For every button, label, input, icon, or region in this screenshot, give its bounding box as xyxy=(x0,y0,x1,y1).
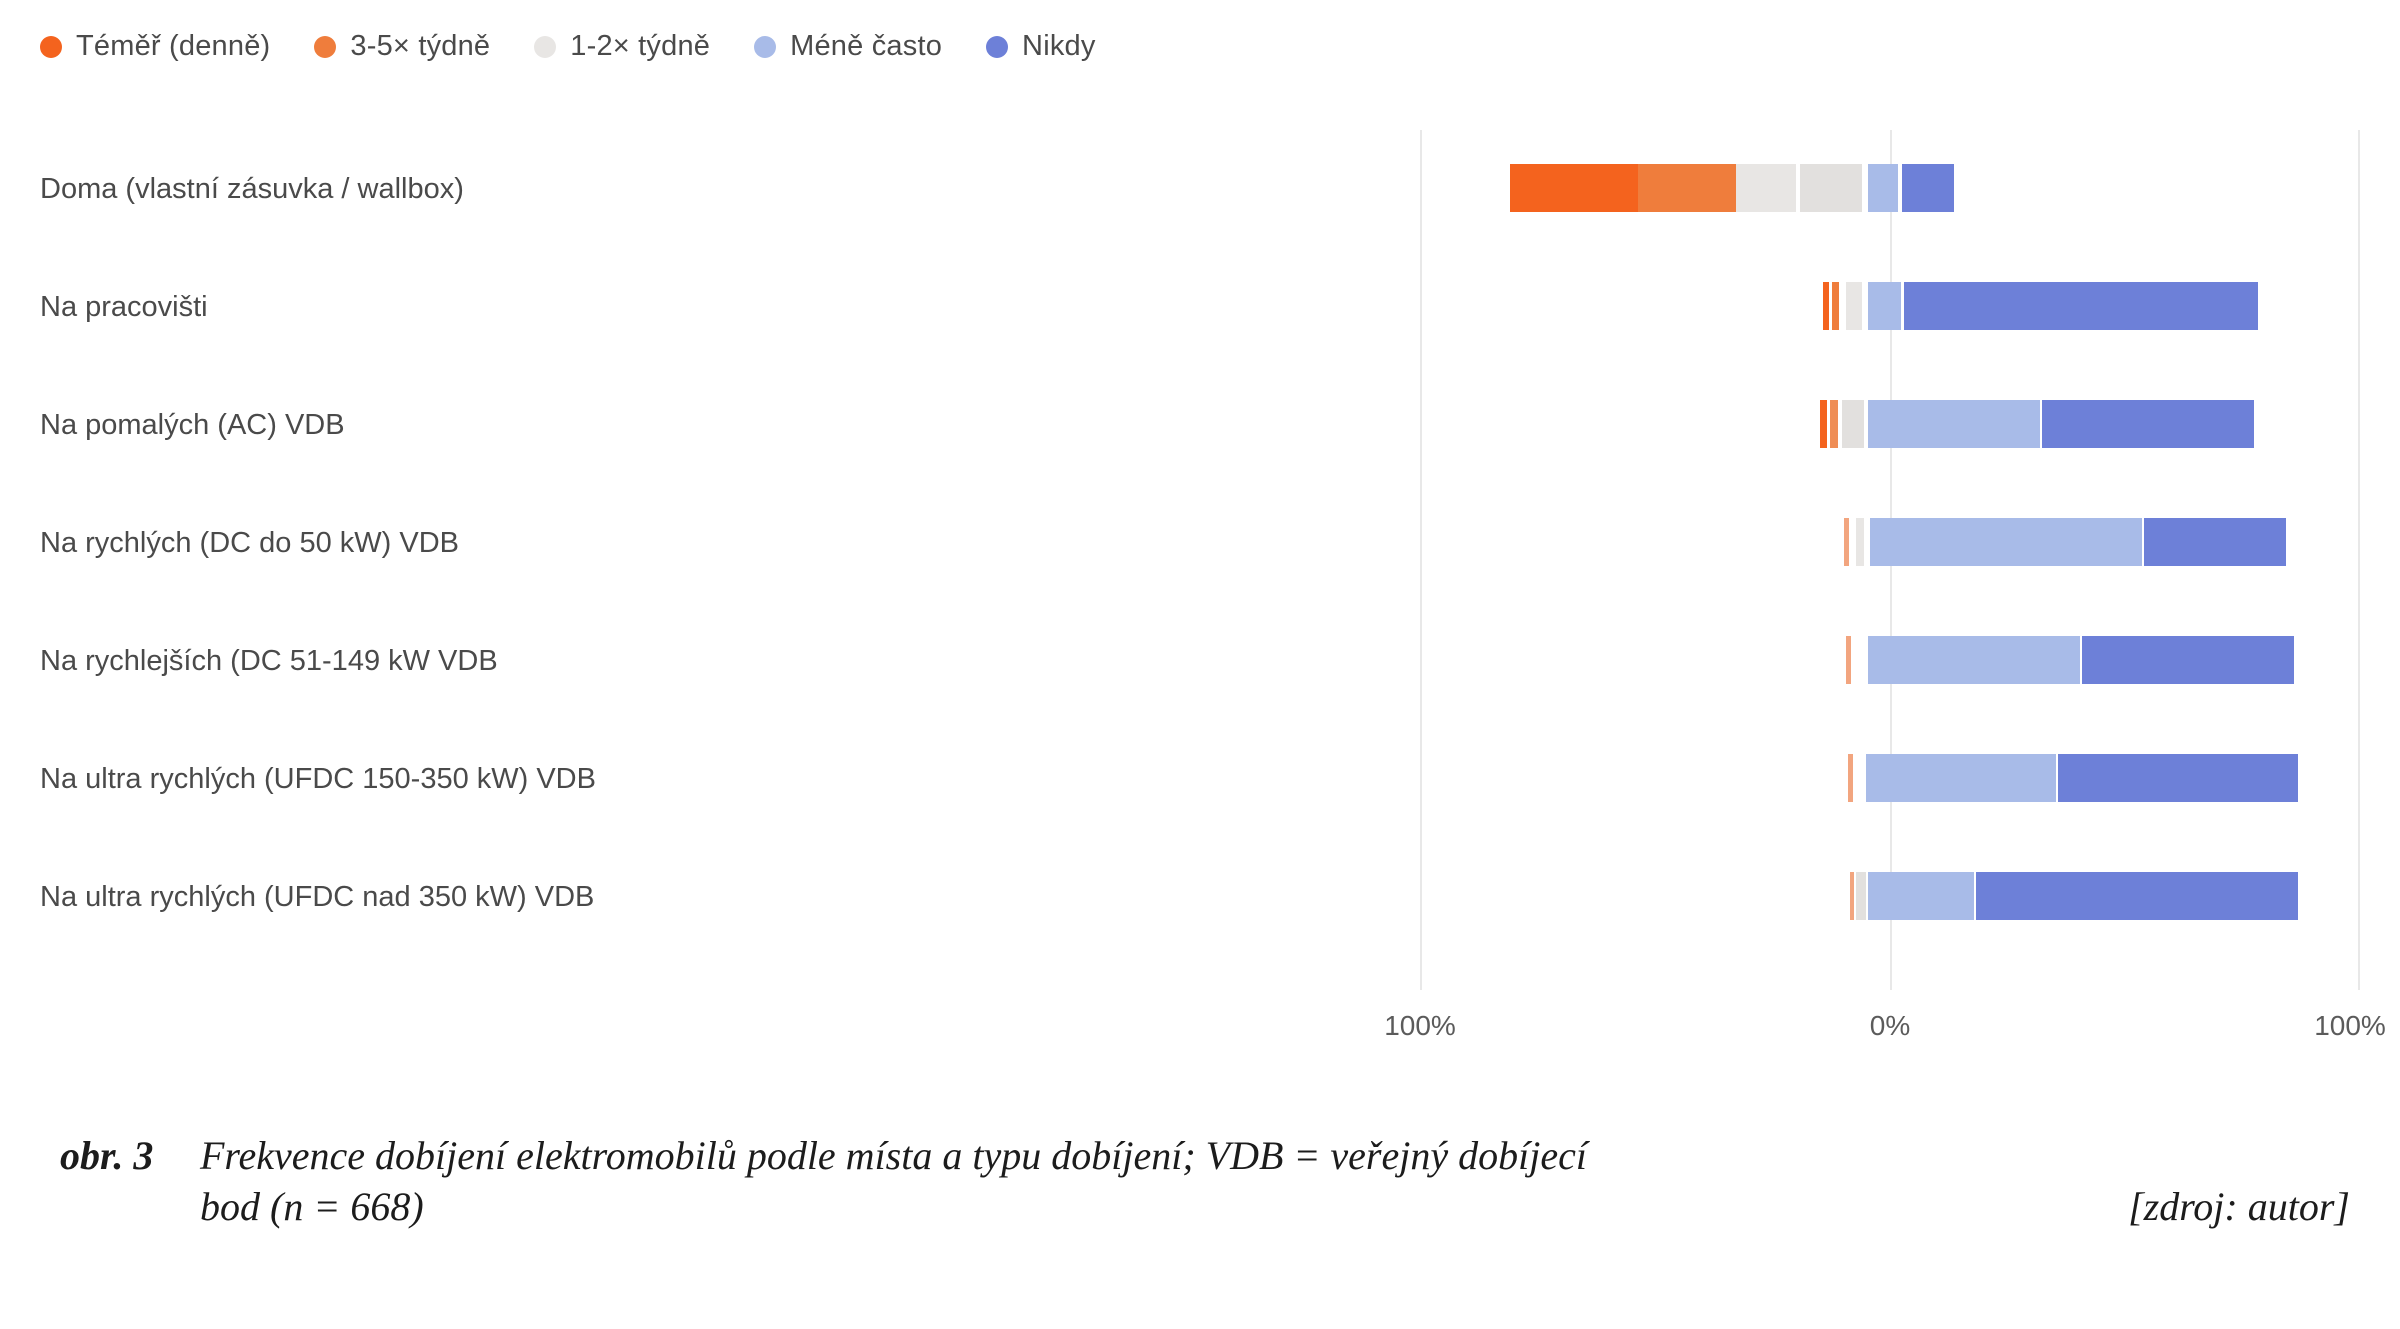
legend-item-temer-denne xyxy=(40,30,270,63)
category-label-na-rychlych-dc-50kw-vdb: Na rychlých (DC do 50 kW) VDB xyxy=(40,527,459,559)
category-label-na-pracovisti: Na pracovišti xyxy=(40,291,208,323)
caption-source: [zdroj: autor] xyxy=(2128,1184,2350,1230)
bar-segment-mene-casto xyxy=(1868,636,2080,684)
caption-line-2 xyxy=(60,1181,2350,1232)
legend-item-mene-casto xyxy=(754,30,942,63)
chart-row xyxy=(40,720,2360,838)
stacked-bar xyxy=(1420,754,2360,802)
figure-number: obr. 3 xyxy=(60,1133,154,1178)
legend-swatch-3-5x-tydne xyxy=(314,36,336,58)
stacked-bar xyxy=(1420,400,2360,448)
bar-segment-nikdy xyxy=(1976,872,2298,920)
legend-item-1-2x-tydne xyxy=(534,30,710,63)
legend-label-1-2x-tydne: 1-2× týdně xyxy=(570,30,711,62)
legend-swatch-mene-casto xyxy=(754,36,776,58)
category-label-na-ultra-rychlych-ufdc-nad-350kw-vdb: Na ultra rychlých (UFDC nad 350 kW) VDB xyxy=(40,881,595,913)
stacked-bar xyxy=(1420,636,2360,684)
bar-segment-mene-casto xyxy=(1868,400,2040,448)
row-plot xyxy=(1420,484,2360,602)
bar-segment-mene-casto xyxy=(1866,754,2056,802)
bar-segment-nikdy xyxy=(1902,164,1954,212)
legend-item-nikdy xyxy=(986,30,1096,63)
row-plot xyxy=(1420,130,2360,248)
axis-tick-right-100: 100% xyxy=(2314,1010,2386,1041)
legend-label-mene-casto: Méně často xyxy=(790,30,943,62)
chart-legend xyxy=(40,30,1140,63)
bar-segment-1-2x-tydne xyxy=(1856,872,1866,920)
bar-segment-mene-casto xyxy=(1868,282,1901,330)
bar-segment-1-2x-tydne xyxy=(1842,400,1864,448)
bar-segment-1-2x-tydne-left xyxy=(1736,164,1796,212)
bar-segment-temer-denne xyxy=(1844,518,1849,566)
row-plot xyxy=(1420,248,2360,366)
stacked-bar xyxy=(1420,282,2360,330)
chart-rows xyxy=(40,130,2360,956)
category-label-na-rychlejsich-dc-51-149kw-vdb: Na rychlejších (DC 51-149 kW VDB xyxy=(40,645,498,677)
chart-row xyxy=(40,602,2360,720)
bar-segment-nikdy xyxy=(2042,400,2254,448)
legend-swatch-1-2x-tydne xyxy=(534,36,556,58)
chart-row xyxy=(40,130,2360,248)
legend-swatch-nikdy xyxy=(986,36,1008,58)
bar-segment-nikdy xyxy=(2058,754,2298,802)
category-label-doma: Doma (vlastní zásuvka / wallbox) xyxy=(40,173,464,205)
row-plot xyxy=(1420,366,2360,484)
legend-swatch-temer-denne xyxy=(40,36,62,58)
bar-segment-3-5x-tydne xyxy=(1638,164,1736,212)
chart-plot-area xyxy=(40,130,2386,1041)
stacked-bar xyxy=(1420,872,2360,920)
stacked-bar xyxy=(1420,518,2360,566)
row-plot xyxy=(1420,838,2360,956)
axis-tick-zero: 0% xyxy=(1869,1010,1911,1041)
legend-label-3-5x-tydne: 3-5× týdně xyxy=(350,30,491,62)
legend-item-3-5x-tydne xyxy=(314,30,490,63)
category-label-na-pomalych-ac-vdb: Na pomalých (AC) VDB xyxy=(40,409,345,441)
caption-text-line1: Frekvence dobíjení elektromobilů podle místa a typu dobíjení; VDB = veřejný dobíjecí xyxy=(200,1133,1587,1178)
caption-line2-wrap xyxy=(200,1181,2350,1232)
row-plot xyxy=(1420,720,2360,838)
bar-segment-nikdy xyxy=(2082,636,2294,684)
bar-segment-temer-denne xyxy=(1850,872,1854,920)
category-label-na-ultra-rychlych-ufdc-150-350kw-vdb: Na ultra rychlých (UFDC 150-350 kW) VDB xyxy=(40,763,596,795)
bar-segment-temer-denne xyxy=(1823,282,1829,330)
bar-segment-mene-casto xyxy=(1870,518,2142,566)
bar-segment-temer-denne xyxy=(1510,164,1638,212)
bar-segment-1-2x-tydne xyxy=(1856,518,1864,566)
bar-segment-nikdy xyxy=(2144,518,2286,566)
row-plot xyxy=(1420,602,2360,720)
bar-segment-3-5x-tydne xyxy=(1832,282,1839,330)
legend-label-nikdy: Nikdy xyxy=(1022,30,1096,62)
caption-line-1 xyxy=(60,1130,2350,1181)
axis-tick-left-100: 100% xyxy=(1384,1010,1456,1041)
bar-segment-mene-casto xyxy=(1868,872,1974,920)
figure-caption xyxy=(60,1130,2350,1232)
bar-segment-1-2x-tydne-right xyxy=(1800,164,1862,212)
chart-row xyxy=(40,248,2360,366)
bar-segment-3-5x-tydne xyxy=(1830,400,1838,448)
legend-label-temer-denne: Téměř (denně) xyxy=(76,30,271,62)
bar-segment-temer-denne xyxy=(1846,636,1851,684)
bar-segment-1-2x-tydne xyxy=(1846,282,1862,330)
caption-text-line2: bod (n = 668) xyxy=(200,1184,424,1230)
bar-segment-temer-denne xyxy=(1848,754,1853,802)
x-axis xyxy=(1384,1010,2386,1060)
chart-row xyxy=(40,484,2360,602)
bar-segment-nikdy xyxy=(1904,282,2258,330)
chart-row xyxy=(40,366,2360,484)
stacked-bar xyxy=(1420,164,2360,212)
bar-segment-mene-casto xyxy=(1868,164,1898,212)
chart-row xyxy=(40,838,2360,956)
bar-segment-temer-denne xyxy=(1820,400,1827,448)
